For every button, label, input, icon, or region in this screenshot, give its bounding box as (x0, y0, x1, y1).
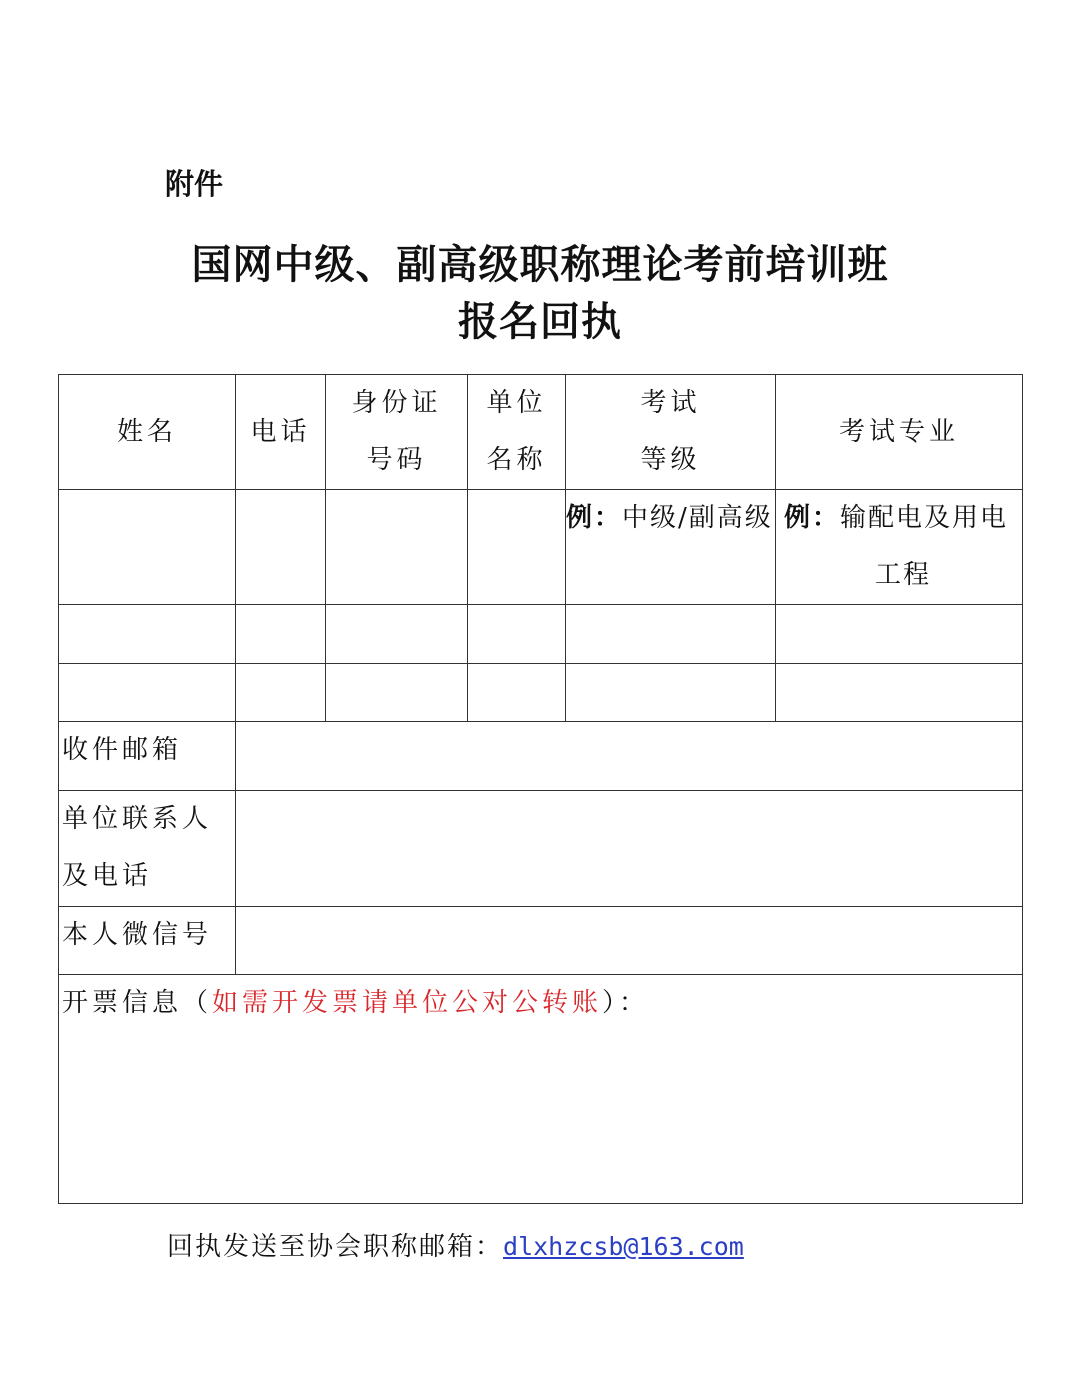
cell[interactable] (468, 664, 566, 722)
cell[interactable] (59, 605, 236, 664)
contact-label (59, 791, 236, 907)
header-id-line1: 身份证 (351, 388, 442, 418)
example-major-line1: 输配电及用电 (840, 503, 1009, 533)
cell[interactable] (468, 605, 566, 664)
cell[interactable] (326, 664, 468, 722)
cell[interactable] (326, 605, 468, 664)
email-row (59, 722, 1023, 791)
email-input[interactable] (236, 722, 1023, 791)
page-title: 国网中级、副高级职称理论考前培训班 (191, 242, 889, 288)
header-phone: 电话 (236, 375, 326, 490)
cell[interactable] (236, 490, 326, 605)
cell[interactable] (776, 605, 1023, 664)
example-prefix: 例： (566, 503, 623, 533)
header-name: 姓名 (59, 375, 236, 490)
cell[interactable] (59, 490, 236, 605)
cell[interactable] (566, 605, 776, 664)
cell[interactable] (468, 490, 566, 605)
example-level-cell[interactable] (566, 490, 776, 605)
example-major-line2: 工程 (874, 560, 931, 590)
invoice-label-end: ）： (602, 988, 650, 1018)
header-level-line2: 等级 (640, 445, 701, 475)
contact-row (59, 791, 1023, 907)
table-row (59, 605, 1023, 664)
example-major-cell[interactable] (776, 490, 1023, 605)
header-unit-line2: 名称 (486, 445, 547, 475)
invoice-row (59, 975, 1023, 1204)
contact-label-line1: 单位联系人 (62, 804, 213, 834)
cell[interactable] (59, 664, 236, 722)
cell[interactable] (236, 664, 326, 722)
header-major: 考试专业 (776, 375, 1023, 490)
contact-label-line2: 及电话 (62, 861, 153, 891)
email-label: 收件邮箱 (59, 722, 236, 791)
cell[interactable] (326, 490, 468, 605)
footer-email-link[interactable]: dlxhzcsb@163.com (503, 1232, 744, 1261)
registration-table (58, 374, 1023, 1204)
footer-text: 回执发送至协会职称邮箱： (167, 1232, 504, 1262)
header-level-line1: 考试 (640, 388, 701, 418)
table-row (59, 664, 1023, 722)
header-level (566, 375, 776, 490)
cell[interactable] (236, 605, 326, 664)
attachment-label: 附件 (165, 167, 224, 201)
wechat-input[interactable] (236, 907, 1023, 975)
cell[interactable] (776, 664, 1023, 722)
invoice-cell[interactable] (59, 975, 1023, 1204)
page-subtitle: 报名回执 (458, 299, 622, 345)
table-row (59, 490, 1023, 605)
cell[interactable] (566, 664, 776, 722)
invoice-note: 如需开发票请单位公对公转账 (212, 988, 603, 1018)
header-unit-line1: 单位 (486, 388, 547, 418)
wechat-label: 本人微信号 (59, 907, 236, 975)
header-unit (468, 375, 566, 490)
footer-note (167, 1226, 744, 1263)
example-level: 中级/副高级 (622, 503, 773, 533)
contact-input[interactable] (236, 791, 1023, 907)
example-prefix: 例： (784, 503, 841, 533)
wechat-row (59, 907, 1023, 975)
invoice-label: 开票信息（ (62, 988, 213, 1018)
header-row (59, 375, 1023, 490)
header-id (326, 375, 468, 490)
header-id-line2: 号码 (366, 445, 427, 475)
